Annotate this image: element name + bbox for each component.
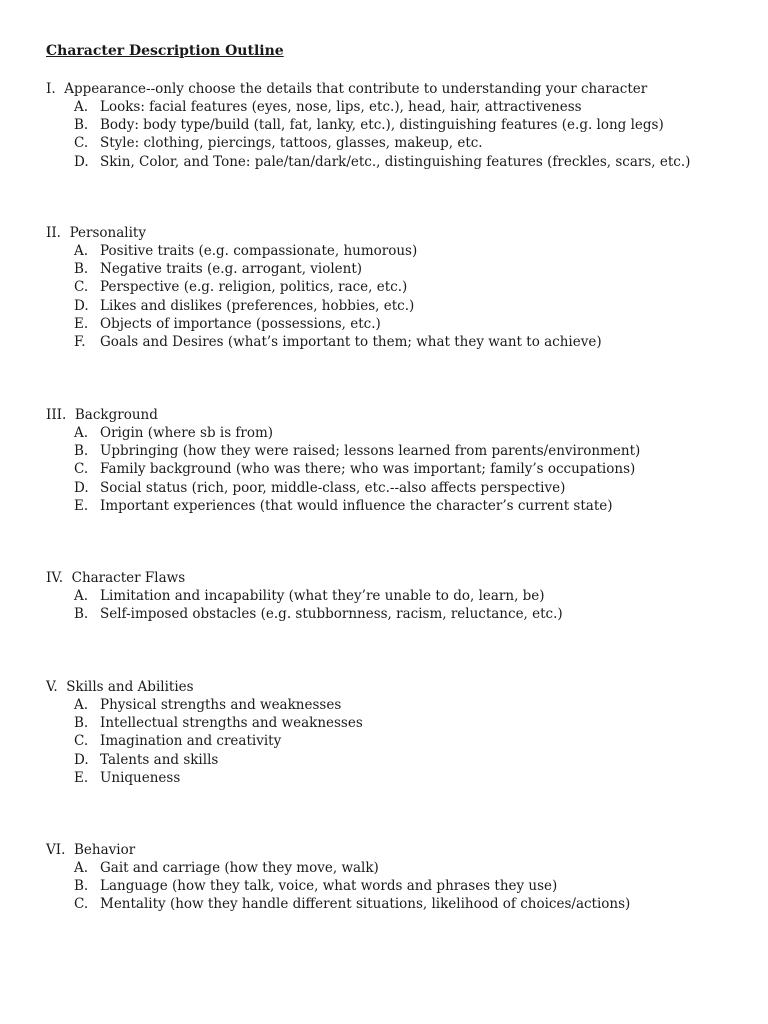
item-letter: D. <box>74 153 89 170</box>
item-letter: B. <box>74 117 89 134</box>
item-letter: A. <box>74 243 89 259</box>
item-letter: D. <box>74 297 89 314</box>
item-text: Imagination and creativity <box>100 733 282 750</box>
outline-item <box>46 116 746 134</box>
outline-item <box>46 732 746 750</box>
item-letter: A. <box>74 425 89 441</box>
section-numeral: IV. <box>46 570 64 586</box>
item-text: Gait and carriage (how they move, walk) <box>100 860 379 876</box>
section-heading <box>46 678 746 696</box>
section-item-list <box>46 98 746 171</box>
outline-item <box>46 98 746 116</box>
outline-item <box>46 895 746 913</box>
section-item-list <box>46 242 746 351</box>
item-letter: B. <box>74 878 89 895</box>
item-letter: E. <box>74 769 89 786</box>
item-text: Origin (where sb is from) <box>100 425 274 441</box>
item-text: Positive traits (e.g. compassionate, humorous) <box>100 243 418 259</box>
item-letter: A. <box>74 697 89 713</box>
item-text: Style: clothing, piercings, tattoos, glasses, makeup, etc. <box>100 135 483 152</box>
item-text: Skin, Color, and Tone: pale/tan/dark/etc., distinguishing features (freckles, scars, etc.) <box>100 153 691 170</box>
item-text: Mentality (how they handle different situations, likelihood of choices/actions) <box>100 896 631 913</box>
section-heading <box>46 224 746 242</box>
section-heading-text: Personality <box>69 225 146 241</box>
item-letter: A. <box>74 99 89 115</box>
item-text: Negative traits (e.g. arrogant, violent) <box>100 261 363 278</box>
item-text: Social status (rich, poor, middle-class, etc.--also affects perspective) <box>100 479 566 496</box>
section-numeral: I. <box>46 81 56 97</box>
section-heading-text: Behavior <box>73 842 136 858</box>
outline-item <box>46 442 746 460</box>
section-item-list <box>46 424 746 515</box>
section-item-list <box>46 587 746 623</box>
section-heading <box>46 406 746 424</box>
outline-item <box>46 714 746 732</box>
item-letter: D. <box>74 479 89 496</box>
item-letter: A. <box>74 860 89 876</box>
item-letter: E. <box>74 497 89 514</box>
item-text: Upbringing (how they were raised; lessons learned from parents/environment) <box>100 443 641 460</box>
section-item-list <box>46 859 746 914</box>
item-text: Self-imposed obstacles (e.g. stubbornness, racism, reluctance, etc.) <box>100 606 563 623</box>
outline-item <box>46 424 746 442</box>
outline-item <box>46 497 746 515</box>
section-heading-text: Appearance--only choose the details that contribute to understanding your character <box>64 81 648 97</box>
item-letter: C. <box>74 279 89 296</box>
item-text: Looks: facial features (eyes, nose, lips, etc.), head, hair, attractiveness <box>100 99 582 115</box>
outline-item <box>46 333 746 351</box>
section-numeral: III. <box>46 407 67 423</box>
outline-item <box>46 769 746 787</box>
item-text: Uniqueness <box>100 769 181 786</box>
outline-section <box>46 224 746 351</box>
outline-item <box>46 696 746 714</box>
item-text: Goals and Desires (what’s important to them; what they want to achieve) <box>100 333 602 350</box>
outline-item <box>46 460 746 478</box>
outline-item <box>46 859 746 877</box>
item-text: Body: body type/build (tall, fat, lanky, etc.), distinguishing features (e.g. long legs) <box>100 117 664 134</box>
section-heading <box>46 80 746 98</box>
outline-item <box>46 242 746 260</box>
outline-item <box>46 260 746 278</box>
outline-item <box>46 315 746 333</box>
item-text: Physical strengths and weaknesses <box>100 697 342 713</box>
item-text: Objects of importance (possessions, etc.) <box>100 315 381 332</box>
outline-item <box>46 479 746 497</box>
item-letter: B. <box>74 443 89 460</box>
item-letter: A. <box>74 588 89 604</box>
item-letter: C. <box>74 461 89 478</box>
outline-item <box>46 587 746 605</box>
section-numeral: VI. <box>46 842 66 858</box>
section-numeral: II. <box>46 225 61 241</box>
section-heading-text: Skills and Abilities <box>66 679 194 695</box>
item-text: Family background (who was there; who was important; family’s occupations) <box>100 461 636 478</box>
item-text: Language (how they talk, voice, what words and phrases they use) <box>100 878 558 895</box>
outline-item <box>46 153 746 171</box>
section-item-list <box>46 696 746 787</box>
document-title: Character Description Outline <box>46 43 284 59</box>
item-letter: C. <box>74 896 89 913</box>
item-letter: B. <box>74 606 89 623</box>
outline-section <box>46 80 746 171</box>
outline-item <box>46 297 746 315</box>
outline-item <box>46 751 746 769</box>
section-heading <box>46 841 746 859</box>
item-text: Talents and skills <box>100 751 219 768</box>
outline-item <box>46 278 746 296</box>
item-letter: B. <box>74 261 89 278</box>
item-letter: C. <box>74 733 89 750</box>
item-letter: E. <box>74 315 89 332</box>
section-heading-text: Character Flaws <box>71 570 186 586</box>
outline-item <box>46 877 746 895</box>
item-letter: C. <box>74 135 89 152</box>
item-text: Limitation and incapability (what they’re unable to do, learn, be) <box>100 588 545 604</box>
item-text: Perspective (e.g. religion, politics, race, etc.) <box>100 279 408 296</box>
section-numeral: V. <box>46 679 58 695</box>
section-heading-text: Background <box>74 407 158 423</box>
section-heading <box>46 569 746 587</box>
item-text: Likes and dislikes (preferences, hobbies, etc.) <box>100 297 415 314</box>
outline-section <box>46 406 746 515</box>
outline-item <box>46 605 746 623</box>
item-letter: D. <box>74 751 89 768</box>
outline-section <box>46 569 746 623</box>
outline-item <box>46 134 746 152</box>
item-text: Intellectual strengths and weaknesses <box>100 715 363 732</box>
outline-section <box>46 841 746 914</box>
outline-section <box>46 678 746 787</box>
item-letter: F. <box>74 333 86 350</box>
item-text: Important experiences (that would influence the character’s current state) <box>100 497 613 514</box>
item-letter: B. <box>74 715 89 732</box>
